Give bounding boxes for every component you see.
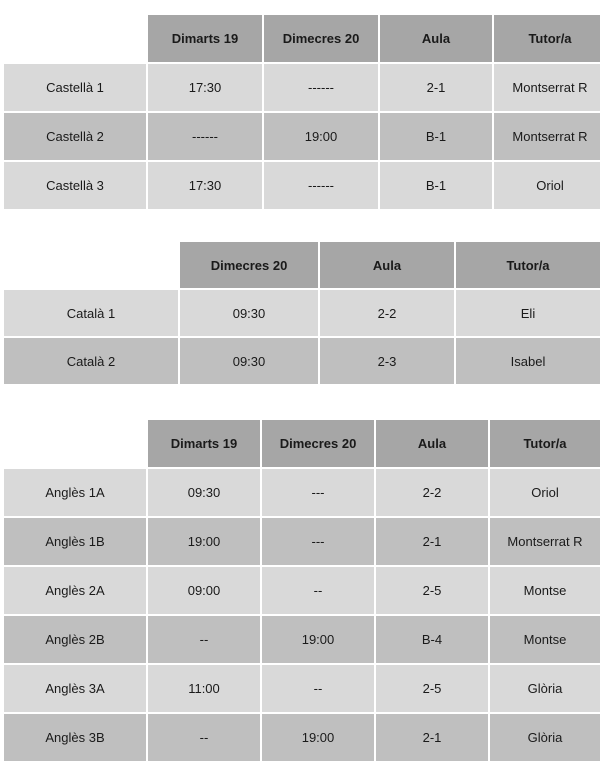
course-name: Anglès 1B <box>4 518 146 565</box>
cell-dimecres: -- <box>262 665 374 712</box>
cell-aula: 2-3 <box>320 338 454 384</box>
cell-dimecres: 09:30 <box>180 338 318 384</box>
course-name: Català 1 <box>4 290 178 336</box>
cell-tutor: Montserrat R <box>490 518 600 565</box>
catala-schedule-table <box>2 240 600 386</box>
cell-dimarts: 17:30 <box>148 162 262 209</box>
course-name: Castellà 2 <box>4 113 146 160</box>
cell-tutor: Isabel <box>456 338 600 384</box>
cell-dimecres: --- <box>262 469 374 516</box>
cell-dimarts: ------ <box>148 113 262 160</box>
header-aula: Aula <box>320 242 454 288</box>
table-row <box>4 338 600 384</box>
cell-aula: B-1 <box>380 162 492 209</box>
header-dimecres: Dimecres 20 <box>264 15 378 62</box>
cell-dimecres: ------ <box>264 64 378 111</box>
table-row <box>4 567 600 614</box>
cell-aula: 2-5 <box>376 665 488 712</box>
cell-dimecres: ------ <box>264 162 378 209</box>
cell-tutor: Oriol <box>490 469 600 516</box>
header-dimecres: Dimecres 20 <box>262 420 374 467</box>
header-aula: Aula <box>380 15 492 62</box>
table-row <box>4 714 600 761</box>
cell-tutor: Montse <box>490 616 600 663</box>
course-name: Anglès 3B <box>4 714 146 761</box>
table-row <box>4 290 600 336</box>
cell-aula: B-1 <box>380 113 492 160</box>
cell-aula: 2-1 <box>380 64 492 111</box>
cell-dimecres: 09:30 <box>180 290 318 336</box>
header-aula: Aula <box>376 420 488 467</box>
table-row <box>4 64 600 111</box>
course-name: Castellà 3 <box>4 162 146 209</box>
cell-dimarts: 09:00 <box>148 567 260 614</box>
header-row <box>4 15 600 62</box>
cell-aula: B-4 <box>376 616 488 663</box>
cell-aula: 2-2 <box>320 290 454 336</box>
header-row <box>4 420 600 467</box>
castella-schedule-table <box>2 13 600 211</box>
header-row <box>4 242 600 288</box>
header-dimarts: Dimarts 19 <box>148 15 262 62</box>
table-row <box>4 665 600 712</box>
course-name: Anglès 2B <box>4 616 146 663</box>
cell-aula: 2-2 <box>376 469 488 516</box>
cell-tutor: Glòria <box>490 714 600 761</box>
cell-tutor: Montse <box>490 567 600 614</box>
corner-cell <box>4 242 178 288</box>
table-row <box>4 113 600 160</box>
cell-dimecres: 19:00 <box>264 113 378 160</box>
header-tutor: Tutor/a <box>490 420 600 467</box>
cell-aula: 2-5 <box>376 567 488 614</box>
corner-cell <box>4 15 146 62</box>
cell-tutor: Oriol <box>494 162 600 209</box>
course-name: Castellà 1 <box>4 64 146 111</box>
cell-tutor: Montserrat R <box>494 113 600 160</box>
cell-tutor: Eli <box>456 290 600 336</box>
table-row <box>4 518 600 565</box>
table-row <box>4 469 600 516</box>
course-name: Anglès 1A <box>4 469 146 516</box>
cell-dimarts: -- <box>148 616 260 663</box>
table-row <box>4 162 600 209</box>
header-tutor: Tutor/a <box>494 15 600 62</box>
course-name: Català 2 <box>4 338 178 384</box>
cell-dimecres: 19:00 <box>262 714 374 761</box>
cell-aula: 2-1 <box>376 714 488 761</box>
cell-dimecres: --- <box>262 518 374 565</box>
course-name: Anglès 2A <box>4 567 146 614</box>
course-name: Anglès 3A <box>4 665 146 712</box>
cell-dimarts: 11:00 <box>148 665 260 712</box>
cell-tutor: Montserrat R <box>494 64 600 111</box>
cell-dimarts: 19:00 <box>148 518 260 565</box>
cell-dimarts: 17:30 <box>148 64 262 111</box>
header-tutor: Tutor/a <box>456 242 600 288</box>
cell-dimecres: -- <box>262 567 374 614</box>
cell-dimarts: 09:30 <box>148 469 260 516</box>
header-dimecres: Dimecres 20 <box>180 242 318 288</box>
cell-dimecres: 19:00 <box>262 616 374 663</box>
table-row <box>4 616 600 663</box>
cell-aula: 2-1 <box>376 518 488 565</box>
header-dimarts: Dimarts 19 <box>148 420 260 467</box>
corner-cell <box>4 420 146 467</box>
cell-dimarts: -- <box>148 714 260 761</box>
cell-tutor: Glòria <box>490 665 600 712</box>
angles-schedule-table <box>2 418 600 763</box>
